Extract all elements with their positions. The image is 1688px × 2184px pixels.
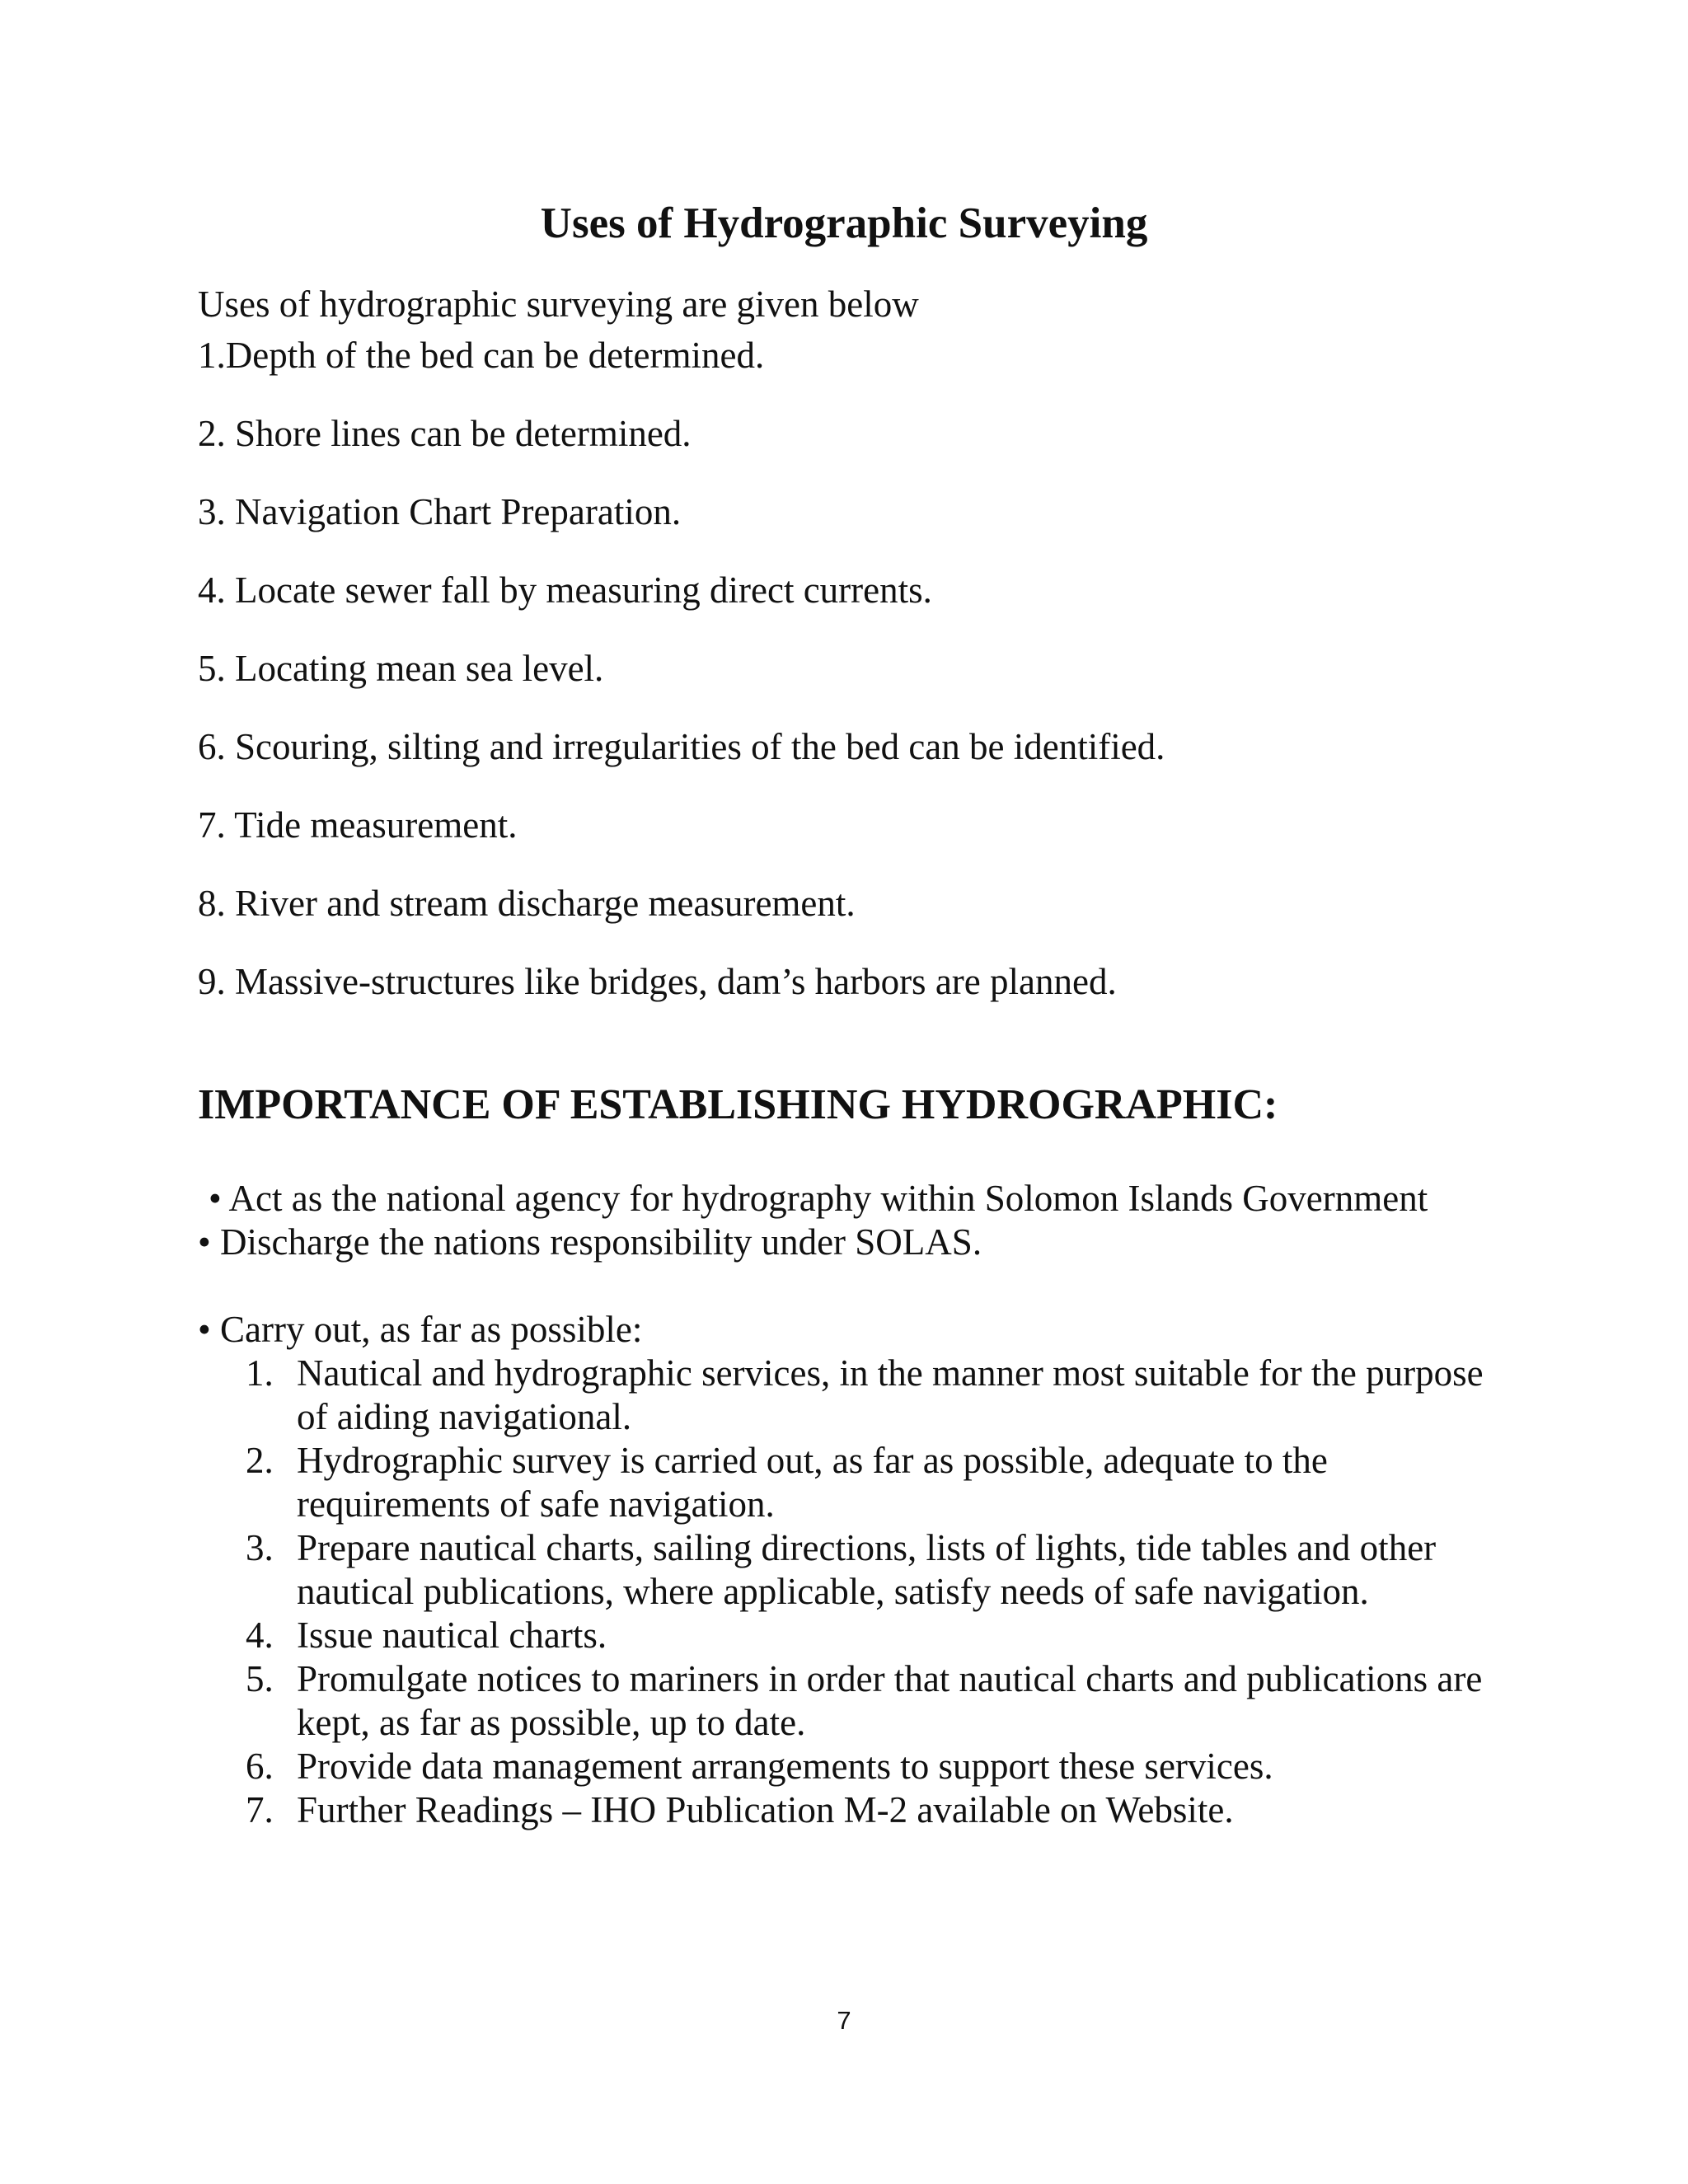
list-item: 7. Tide measurement. [198, 804, 518, 846]
list-item: 5. Locating mean sea level. [198, 648, 604, 689]
uses-list [198, 330, 1165, 1034]
list-item [198, 1352, 1484, 1439]
list-item-text: Provide data management arrangements to support these services. [297, 1746, 1273, 1787]
list-number: 5. [246, 1658, 274, 1699]
page-number: 7 [837, 2006, 851, 2035]
bullet-item: • Act as the national agency for hydrography within Solomon Islands Government [209, 1178, 1428, 1219]
list-number: 2. [246, 1440, 274, 1481]
list-number: 1. [246, 1352, 274, 1394]
list-item [198, 1657, 1484, 1745]
list-item-text: Hydrographic survey is carried out, as far as possible, adequate to the requirements of safe navigation. [297, 1440, 1328, 1525]
list-number: 6. [246, 1746, 274, 1787]
list-item-text: Nautical and hydrographic services, in the manner most suitable for the purpose of aiding navigational. [297, 1352, 1484, 1437]
list-number: 3. [246, 1527, 274, 1568]
list-item: 6. Scouring, silting and irregularities of the bed can be identified. [198, 726, 1165, 767]
section-heading: IMPORTANCE OF ESTABLISHING HYDROGRAPHIC: [198, 1081, 1278, 1128]
list-item: 4. Locate sewer fall by measuring direct currents. [198, 569, 932, 611]
bullet-item: • Carry out, as far as possible: [198, 1309, 643, 1350]
list-item: 1.Depth of the bed can be determined. [198, 335, 765, 376]
importance-section [198, 1177, 1484, 1832]
list-item: 3. Navigation Chart Preparation. [198, 491, 682, 532]
bullet-item: • Discharge the nations responsibility under SOLAS. [198, 1221, 982, 1263]
list-item [198, 1614, 1484, 1657]
list-item: 9. Massive-structures like bridges, dam’s harbors are planned. [198, 961, 1117, 1002]
page-title: Uses of Hydrographic Surveying [540, 199, 1148, 247]
intro-text: Uses of hydrographic surveying are given below [198, 284, 919, 325]
list-item [198, 1788, 1484, 1832]
numbered-list [198, 1352, 1484, 1832]
list-item [198, 1745, 1484, 1788]
list-item-text: Further Readings – IHO Publication M-2 available on Website. [297, 1789, 1234, 1830]
list-item: 2. Shore lines can be determined. [198, 413, 692, 454]
list-item-text: Issue nautical charts. [297, 1615, 607, 1656]
list-number: 7. [246, 1789, 274, 1830]
paragraph-spacer [198, 1264, 1484, 1308]
list-item [198, 1439, 1484, 1526]
list-number: 4. [246, 1615, 274, 1656]
list-item: 8. River and stream discharge measurement. [198, 883, 856, 924]
list-item [198, 1526, 1484, 1614]
list-item-text: Prepare nautical charts, sailing directions, lists of lights, tide tables and other nautical publications, where applicable, satisfy needs of safe navigation. [297, 1527, 1437, 1612]
list-item-text: Promulgate notices to mariners in order that nautical charts and publications are kept, as far as possible, up to date. [297, 1658, 1483, 1743]
